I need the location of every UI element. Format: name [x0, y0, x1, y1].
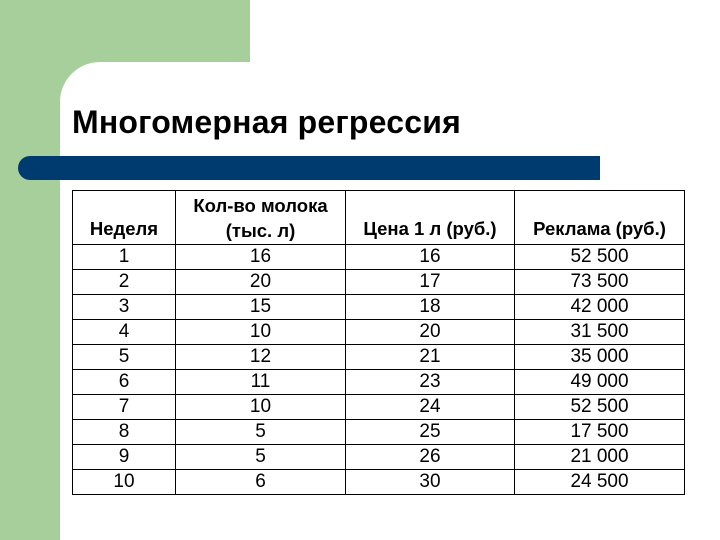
- cell-price: 18: [346, 295, 515, 320]
- cell-week: 3: [73, 295, 176, 320]
- cell-price: 20: [346, 320, 515, 345]
- cell-milk-quantity: 12: [176, 345, 346, 370]
- cell-milk-quantity: 11: [176, 370, 346, 395]
- table-body: [73, 245, 685, 495]
- cell-milk-quantity: 20: [176, 270, 346, 295]
- cell-advertising: 52 500: [515, 245, 685, 270]
- slide-title: Многомерная регрессия: [72, 104, 461, 140]
- cell-week: 1: [73, 245, 176, 270]
- table-row: [73, 370, 685, 395]
- cell-advertising: 21 000: [515, 445, 685, 470]
- title-underline-bar: [18, 156, 600, 180]
- cell-milk-quantity: 16: [176, 245, 346, 270]
- cell-advertising: 52 500: [515, 395, 685, 420]
- header-milk-line2: (тыс. л): [225, 219, 296, 241]
- header-price: Цена 1 л (руб.): [346, 191, 515, 245]
- table-header-row: [73, 191, 685, 245]
- header-milk-line1: Кол-во молока: [193, 194, 328, 216]
- cell-advertising: 42 000: [515, 295, 685, 320]
- header-week: Неделя: [73, 191, 176, 245]
- cell-milk-quantity: 5: [176, 420, 346, 445]
- cell-week: 10: [73, 470, 176, 495]
- cell-week: 4: [73, 320, 176, 345]
- cell-advertising: 31 500: [515, 320, 685, 345]
- table-row: [73, 445, 685, 470]
- cell-advertising: 24 500: [515, 470, 685, 495]
- cell-price: 21: [346, 345, 515, 370]
- decor-green-strip: [0, 0, 60, 540]
- cell-advertising: 35 000: [515, 345, 685, 370]
- header-milk-quantity: [176, 191, 346, 245]
- table-row: [73, 320, 685, 345]
- cell-week: 5: [73, 345, 176, 370]
- cell-price: 30: [346, 470, 515, 495]
- cell-price: 17: [346, 270, 515, 295]
- cell-price: 16: [346, 245, 515, 270]
- cell-advertising: 73 500: [515, 270, 685, 295]
- cell-price: 23: [346, 370, 515, 395]
- table-row: [73, 420, 685, 445]
- cell-milk-quantity: 6: [176, 470, 346, 495]
- cell-week: 8: [73, 420, 176, 445]
- cell-milk-quantity: 10: [176, 320, 346, 345]
- cell-price: 24: [346, 395, 515, 420]
- cell-milk-quantity: 10: [176, 395, 346, 420]
- cell-week: 6: [73, 370, 176, 395]
- cell-price: 26: [346, 445, 515, 470]
- cell-price: 25: [346, 420, 515, 445]
- table-row: [73, 470, 685, 495]
- table-row: [73, 345, 685, 370]
- cell-week: 9: [73, 445, 176, 470]
- table-row: [73, 270, 685, 295]
- cell-milk-quantity: 15: [176, 295, 346, 320]
- cell-week: 7: [73, 395, 176, 420]
- cell-week: 2: [73, 270, 176, 295]
- header-advertising: Реклама (руб.): [515, 191, 685, 245]
- cell-advertising: 49 000: [515, 370, 685, 395]
- regression-data-table: [72, 190, 685, 495]
- table-row: [73, 245, 685, 270]
- table-row: [73, 295, 685, 320]
- cell-milk-quantity: 5: [176, 445, 346, 470]
- cell-advertising: 17 500: [515, 420, 685, 445]
- table-row: [73, 395, 685, 420]
